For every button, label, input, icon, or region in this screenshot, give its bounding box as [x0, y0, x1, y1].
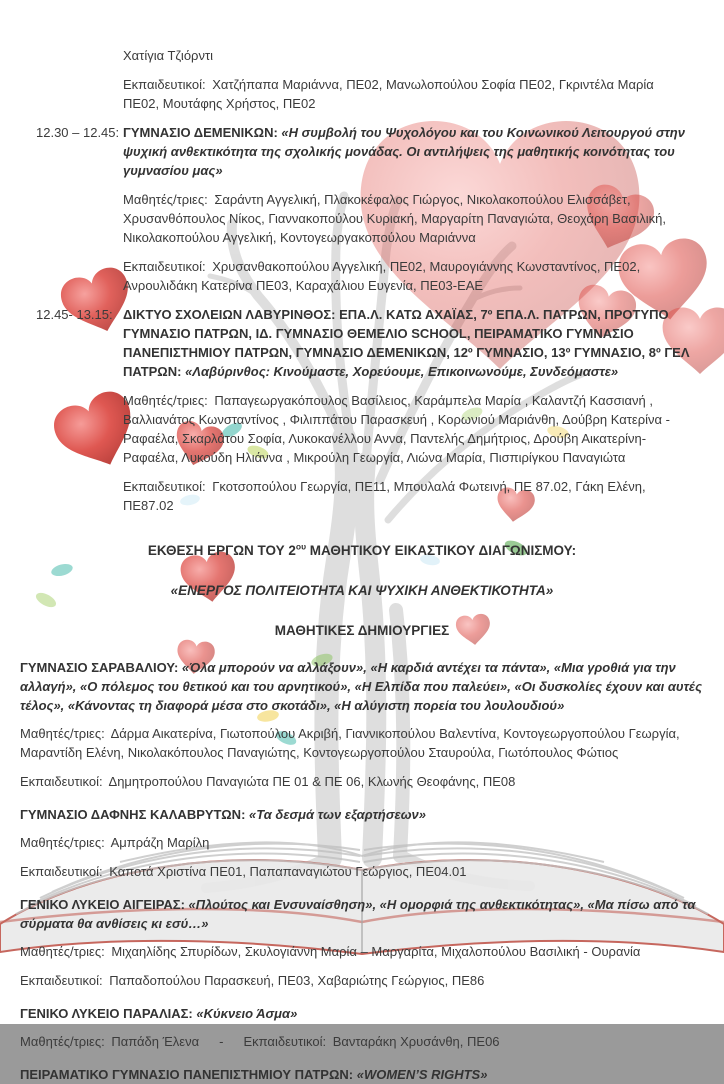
teachers-label: Εκπαιδευτικοί: — [123, 77, 206, 92]
teachers-line — [20, 772, 708, 791]
dash-separator: - — [219, 1034, 224, 1049]
school-line — [123, 305, 694, 381]
students-names: Παπάδη Έλενα — [111, 1034, 200, 1049]
school-line — [20, 895, 708, 933]
schedule-item — [0, 305, 724, 525]
students-line — [123, 391, 694, 467]
teachers-label: Εκπαιδευτικοί: — [20, 973, 103, 988]
exhibition-entry — [20, 895, 708, 990]
work-titles: «WOMEN’S RIGHTS» — [356, 1067, 488, 1082]
exhibition-heading — [40, 541, 684, 560]
students-label: Μαθητές/τριες: — [20, 835, 105, 850]
exhibition-entry — [20, 805, 708, 881]
students-line — [20, 724, 708, 762]
work-titles: «Κύκνειο Άσμα» — [196, 1006, 298, 1021]
exhibition-entry — [20, 658, 708, 791]
school-name: ΓΥΜΝΑΣΙΟ ΔΕΜΕΝΙΚΩΝ: — [123, 125, 278, 140]
schedule-item-body — [123, 123, 724, 305]
teachers-label: Εκπαιδευτικοί: — [20, 864, 103, 879]
school-name: ΔΙΚΤΥΟ ΣΧΟΛΕΙΩΝ ΛΑΒΥΡΙΝΘΟΣ: ΕΠΑ.Λ. ΚΑΤΩ ΑΧΑΪΑΣ, 7º ΕΠΑ.Λ. ΠΑΤΡΩΝ, ΠΡΟΤΥΠΟ ΓΥΜΝΑΣΙΟ ΠΑΤΡΩΝ, ΙΔ. ΓΥΜΝΑΣΙΟ ΘΕΜΕΛΙΟ SCHOOL, ΠΕΙΡΑΜΑΤΙΚΟ ΓΥΜΝΑΣΙΟ ΠΑΝΕΠΙΣΤΗΜΙΟΥ ΠΑΤΡΩΝ, ΓΥΜΝΑΣΙΟ ΔΕΜΕΝΙΚΩΝ, 12º ΓΥΜΝΑΣΙΟ, 13º ΓΥΜΝΑΣΙΟ, 8º ΓΕΛ ΠΑΤΡΩΝ: — [123, 307, 690, 379]
school-name: ΓΥΜΝΑΣΙΟ ΣΑΡΑΒΑΛΙΟΥ: — [20, 660, 179, 675]
teachers-names: Δημητροπούλου Παναγιώτα ΠΕ 01 & ΠΕ 06, Κλωνής Θεοφάνης, ΠΕ08 — [108, 774, 516, 789]
heading-text: ΕΚΘΕΣΗ ΕΡΓΩΝ ΤΟΥ 2 — [147, 543, 296, 558]
students-label: Μαθητές/τριες: — [20, 1034, 105, 1049]
students-line — [20, 833, 708, 852]
students-line — [20, 942, 708, 961]
students-label: Μαθητές/τριες: — [20, 726, 105, 741]
heading-text: ΜΑΘΗΤΙΚΟΥ ΕΙΚΑΣΤΙΚΟΥ ΔΙΑΓΩΝΙΣΜΟΥ: — [306, 543, 577, 558]
teachers-names: Χρυσανθακοπούλου Αγγελική, ΠΕ02, Μαυρογιάννης Κωνσταντίνος, ΠΕ02, Ανρουλιδάκη Κατερίνα ΠΕ03, Καραχάλιου Ευγενία, ΠΕ03-ΕΑΕ — [123, 259, 641, 293]
students-line — [123, 190, 694, 247]
exhibition-entry — [20, 1065, 708, 1084]
students-label: Μαθητές/τριες: — [20, 944, 105, 959]
work-titles: «Όλα μπορούν να αλλάξουν», «Η καρδιά αντέχει τα πάντα», «Μια γροθιά για την αλλαγή», «Ο πόλεμος του θετικού και του αρνητικού», «Η Ελπίδα που παλεύει», «Οι δυσκολίες έχουν και αυτές τέλος», «Κάνοντας τη διαφορά μέσα στο σκοτάδι», «Η αλύγιστη πορεία του λουλουδιού» — [20, 660, 703, 713]
teachers-line — [123, 257, 694, 295]
teachers-label: Εκπαιδευτικοί: — [123, 259, 206, 274]
students-names: Σαράντη Αγγελική, Πλακοκέφαλος Γιώργος, Νικολακοπούλου Ελισσάβετ, Χρυσανθόπουλος Νίκος, Γιαννακοπούλου Κυριακή, Μαργαρίτη Παναγιώτα, Θεοχάρη Βασιλική, Νικολακοπούλου Αγγελική, Κοντογεωργακοπούλου Μαριάννα — [123, 192, 667, 245]
students-names: Δάρμα Αικατερίνα, Γιωτοπούλου Ακριβή, Γιαννικοπούλου Βαλεντίνα, Κοντογεωργοπούλου Γεωργία, Μαραντίδη Ελένη, Νικολακόπουλος Παναγιώτης, Κοντογεωργοπούλου Σταυρούλα, Γιωτόπουλος Φώτιος — [20, 726, 680, 760]
work-title: «Λαβύρινθος: Κινούμαστε, Χορεύουμε, Επικοινωνούμε, Συνδεόμαστε» — [185, 364, 619, 379]
work-title: «Η συμβολή του Ψυχολόγου και του Κοινωνικού Λειτουργού στην ψυχική ανθεκτικότητα της σχολικής μονάδας. Οι αντιλήψεις της μαθητικής κοινότητας του γυμνασίου μας» — [123, 125, 685, 178]
students-names: Αμπράζη Μαρίλη — [110, 835, 210, 850]
intro-teachers-line — [123, 75, 688, 113]
speaker-name: Χατίγια Τζιόρντι — [123, 48, 213, 63]
teachers-line — [20, 971, 708, 990]
time-slot: 12.45- 13.15: — [36, 307, 113, 322]
teachers-names: Χατζήπαπα Μαριάννα, ΠΕ02, Μανωλοπούλου Σοφία ΠΕ02, Γκριντέλα Μαρία ΠΕ02, Μουτάφης Χρήστος, ΠΕ02 — [123, 77, 654, 111]
students-and-teachers-line — [20, 1032, 708, 1051]
teachers-names: Καποτά Χριστίνα ΠΕ01, Παπαπαναγιώτου Γεώργιος, ΠΕ04.01 — [109, 864, 467, 879]
teachers-label: Εκπαιδευτικοί: — [20, 774, 103, 789]
teachers-label: Εκπαιδευτικοί: — [243, 1034, 327, 1049]
school-line — [123, 123, 694, 180]
intro-block — [123, 46, 688, 113]
school-line — [20, 805, 708, 824]
exhibition-subtitle: «ΕΝΕΡΓΟΣ ΠΟΛΙΤΕΙΟΤΗΤΑ ΚΑΙ ΨΥΧΙΚΗ ΑΝΘΕΚΤΙΚΟΤΗΤΑ» — [170, 583, 554, 598]
school-name: ΓΕΝΙΚΟ ΛΥΚΕΙΟ ΑΙΓΕΙΡΑΣ: — [20, 897, 185, 912]
schedule-item — [0, 123, 724, 305]
school-name: ΓΥΜΝΑΣΙΟ ΔΑΦΝΗΣ ΚΑΛΑΒΡΥΤΩΝ: — [20, 807, 246, 822]
schedule-item-body — [123, 305, 724, 525]
students-label: Μαθητές/τριες: — [123, 192, 208, 207]
work-titles: «Τα δεσμά των εξαρτήσεων» — [249, 807, 427, 822]
students-names: Μιχαηλίδης Σπυρίδων, Σκυλογιάννη Μαρία – Μαργαρίτα, Μιχαλοπούλου Βασιλική - Ουρανία — [111, 944, 641, 959]
school-name: ΓΕΝΙΚΟ ΛΥΚΕΙΟ ΠΑΡΑΛΙΑΣ: — [20, 1006, 193, 1021]
students-names: Παπαγεωργακόπουλος Βασίλειος, Καράμπελα Μαρία , Καλαντζή Κασσιανή , Βαλλιανάτος Κωνσταντίνος , Φιλιππάτου Παρασκευή , Κορωνιού Μαριάνθη, Δούβρη Κατερίνα - Ραφαέλα, Σκαρλάτου Σοφία, Λυκοκανέλλου Αννα, Παντελής Δημήτριος, Δρούβη Αικατερίνη-Ραφαέλα, Λυκούδη Ηλιάννα , Μικρούλη Γεωργία, Λιώνα Μαρία, Πισπιρίγκου Παναγιώτα — [123, 393, 670, 465]
students-label: Μαθητές/τριες: — [123, 393, 208, 408]
teachers-names: Παπαδοπούλου Παρασκευή, ΠΕ03, Χαβαριώτης Γεώργιος, ΠΕ86 — [109, 973, 485, 988]
exhibition-entry — [20, 1004, 708, 1051]
teachers-names: Βανταράκη Χρυσάνθη, ΠΕ06 — [332, 1034, 500, 1049]
school-line — [20, 1004, 708, 1023]
school-line — [20, 658, 708, 715]
time-slot: 12.30 – 12.45: — [36, 125, 120, 140]
school-name: ΠΕΙΡΑΜΑΤΙΚΟ ΓΥΜΝΑΣΙΟ ΠΑΝΕΠΙΣΤΗΜΙΟΥ ΠΑΤΡΩΝ: — [20, 1067, 354, 1082]
exhibition-subheading: ΜΑΘΗΤΙΚΕΣ ΔΗΜΙΟΥΡΓΙΕΣ — [274, 623, 450, 638]
teachers-names: Γκοτσοπούλου Γεωργία, ΠΕ11, Μπουλαλά Φωτεινή, ΠΕ 87.02, Γάκη Ελένη, ΠΕ87.02 — [123, 479, 646, 513]
heading-superscript: ου — [295, 541, 307, 552]
teachers-label: Εκπαιδευτικοί: — [123, 479, 206, 494]
teachers-line — [20, 862, 708, 881]
school-line — [20, 1065, 708, 1084]
teachers-line — [123, 477, 694, 515]
work-titles: «Πλούτος και Ενσυναίσθηση», «Η ομορφιά της ανθεκτικότητας», «Μα πίσω από τα σύρματα θα ανθίσεις κι εσύ…» — [20, 897, 696, 931]
